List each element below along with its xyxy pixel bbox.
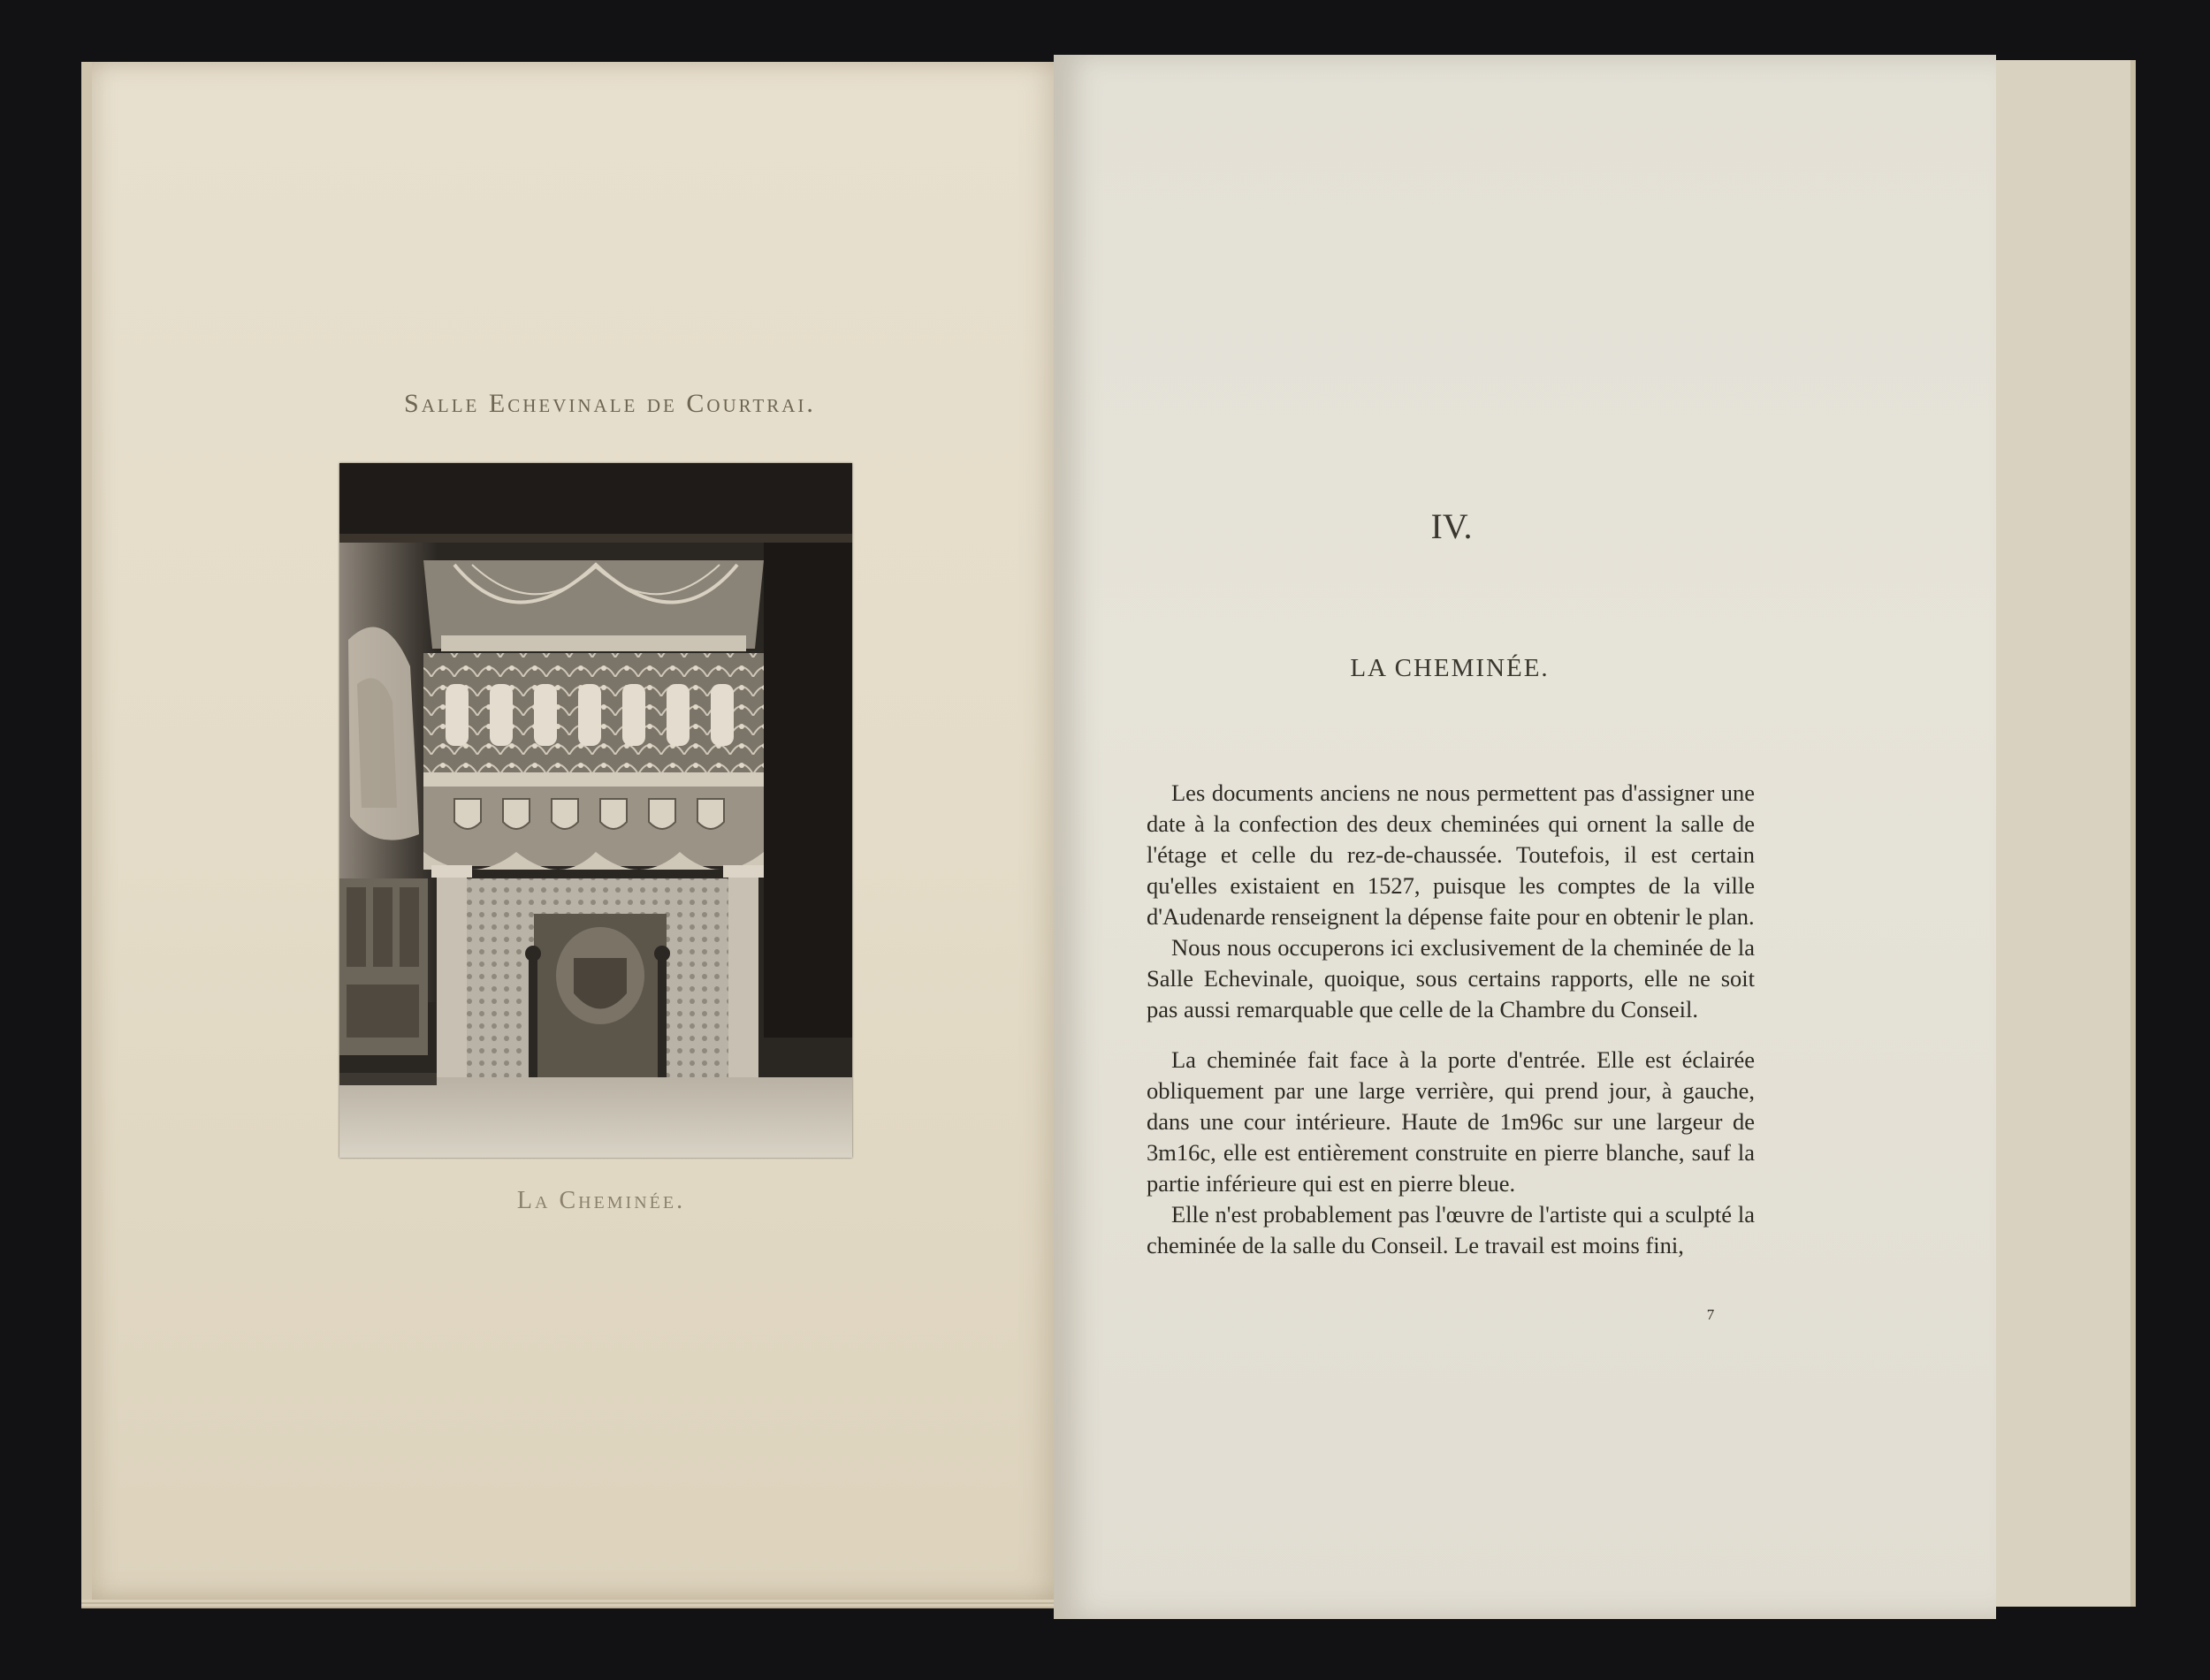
chapter-number: IV. [1430,506,1473,546]
paragraph: La cheminée fait face à la porte d'entrée. Elle est éclairée obliquement par une large verrière, qui prend jour, à gauche, dans une cour intérieure. Haute de 1m96c sur une largeur de 3m16c, elle est entièrement construite en pierre blanche, sauf la partie inférieure qui est en pierre bleue. [1147,1046,1755,1197]
fireplace-photo [339,463,852,1158]
paragraph: Les documents anciens ne nous permettent pas d'assigner une date à la confection des deux cheminées qui ornent la salle de l'étage et celle du rez-de-chaussée. Toutefois, il est certain qu'elles existaient en 1527, puisque les comptes de la ville d'Audenarde renseignent la dépense faite pour en obtenir le plan. [1147,779,1755,930]
chapter-title: LA CHEMINÉE. [1350,654,1550,682]
page-number: 7 [1706,1306,1715,1323]
chapter-body [1147,778,1755,1261]
paragraph: Nous nous occuperons ici exclusivement de la cheminée de la Salle Echevinale, quoique, sous certains rapports, elle ne soit pas aussi remarquable que celle de la Chambre du Conseil. [1147,934,1755,1022]
fireplace-photo-icon [339,463,852,1158]
paragraph: Elle n'est probablement pas l'œuvre de l'artiste qui a sculpté la cheminée de la salle du Conseil. Le travail est moins fini, [1147,1201,1755,1258]
plate-title: Salle Echevinale de Courtrai. [404,389,816,418]
plate-caption: La Cheminée. [516,1187,686,1214]
